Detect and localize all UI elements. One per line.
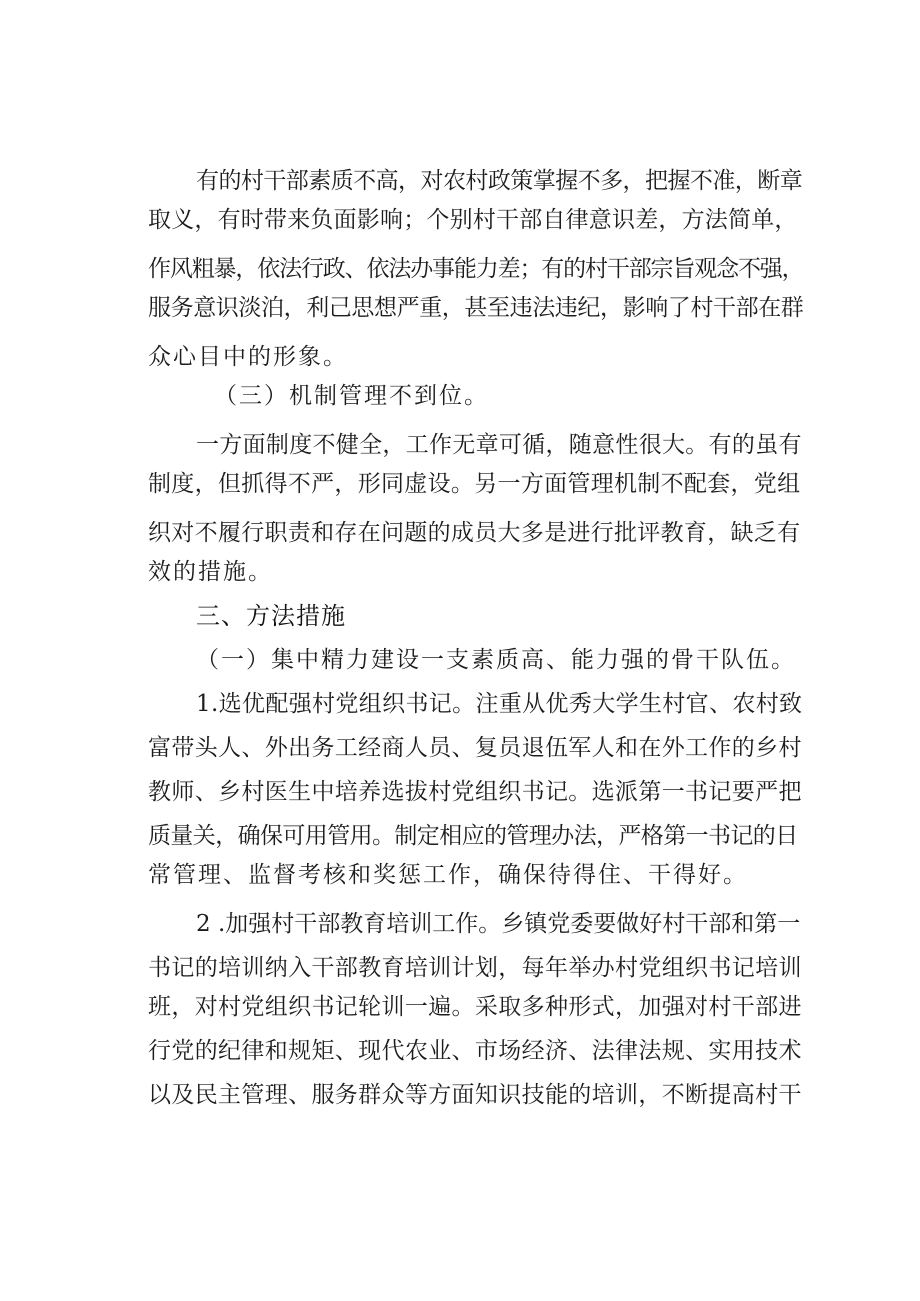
body-text-line: 众心目中的形象。 xyxy=(148,344,348,370)
body-text-line: 取义，有时带来负面影响；个别村干部自律意识差，方法简单， xyxy=(148,207,798,233)
body-text-line: 富带头人、外出务工经商人员、复员退伍军人和在外工作的乡村 xyxy=(148,735,802,761)
section-subheading: （三）机制管理不到位。 xyxy=(214,383,489,409)
body-text-line: 效的措施。 xyxy=(148,559,273,585)
body-text-line: 教师、乡村医生中培养选拔村党组织书记。选派第一书记要严把 xyxy=(148,779,802,805)
section-subheading: （一）集中精力建设一支素质高、能力强的骨干队伍。 xyxy=(196,647,796,673)
body-text-line: 织对不履行职责和存在问题的成员大多是进行批评教育，缺乏有 xyxy=(148,520,801,546)
section-heading: 三、方法措施 xyxy=(196,602,346,630)
body-text-line: 有的村干部素质不高，对农村政策掌握不多，把握不准，断章 xyxy=(196,168,803,194)
body-text-line: 一方面制度不健全，工作无章可循，随意性很大。有的虽有 xyxy=(196,432,802,458)
body-text-line: 服务意识淡泊，利己思想严重，甚至违法违纪，影响了村干部在群 xyxy=(148,295,804,321)
body-text-line: 1.选优配强村党组织书记。注重从优秀大学生村官、农村致 xyxy=(196,691,803,717)
body-text-line: 质量关，确保可用管用。制定相应的管理办法，严格第一书记的日 xyxy=(148,823,798,849)
body-text-line: 书记的培训纳入干部教育培训计划，每年举办村党组织书记培训 xyxy=(148,955,802,981)
body-text-line: 行党的纪律和规矩、现代农业、市场经济、法律法规、实用技术 xyxy=(148,1038,802,1064)
body-text-line: 作风粗暴，依法行政、依法办事能力差；有的村干部宗旨观念不强， xyxy=(148,256,804,282)
body-text-line: 班，对村党组织书记轮训一遍。采取多种形式，加强对村干部进 xyxy=(148,994,802,1020)
body-text-line: 2 .加强村干部教育培训工作。乡镇党委要做好村干部和第一 xyxy=(196,911,801,937)
body-text-line: 常管理、监督考核和奖惩工作，确保待得住、干得好。 xyxy=(148,862,748,888)
body-text-line: 以及民主管理、服务群众等方面知识技能的培训，不断提高村干 xyxy=(148,1082,802,1108)
body-text-line: 制度，但抓得不严，形同虚设。另一方面管理机制不配套，党组 xyxy=(148,471,801,497)
